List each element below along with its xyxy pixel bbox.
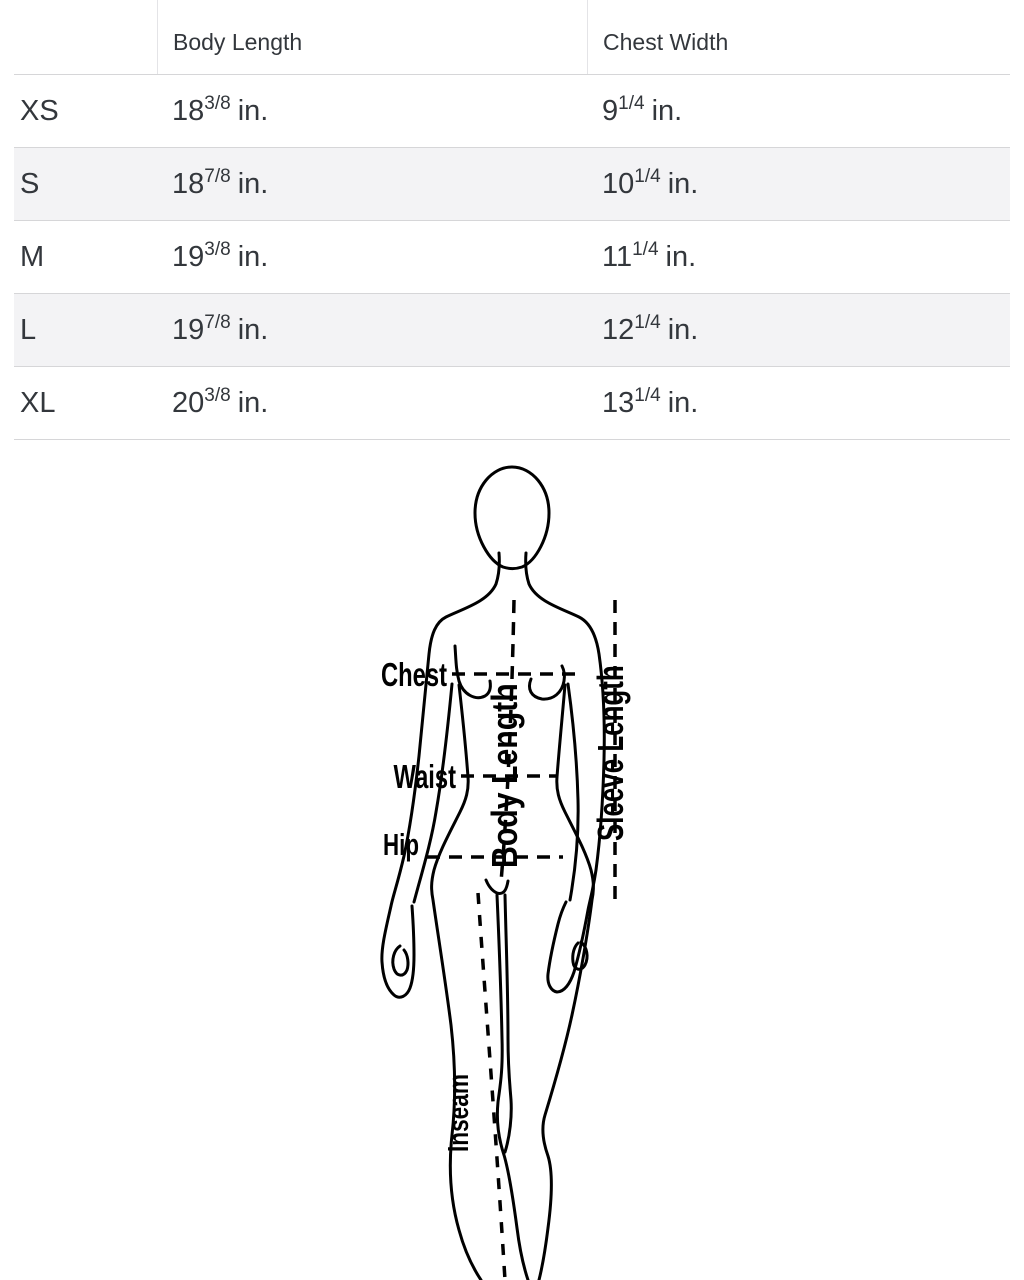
value-whole: 9 [602, 94, 619, 127]
chest-width-value [587, 384, 1010, 420]
value-fraction: 7/8 [204, 165, 231, 187]
body-length-value [157, 311, 587, 347]
crotch-curve [486, 880, 508, 893]
value-whole: 12 [602, 313, 635, 346]
chest-width-value [587, 165, 1010, 201]
value-whole: 18 [172, 94, 205, 127]
body-length-value [157, 238, 587, 274]
value-unit: in. [665, 240, 697, 273]
size-label: XS [20, 94, 59, 127]
figure-outline [382, 467, 604, 1280]
right-arm-inner-line [568, 684, 578, 900]
header-size-cell [14, 32, 157, 42]
value-whole: 18 [172, 167, 205, 200]
header-chest-width: Chest Width [587, 0, 1010, 74]
table-row-l [14, 294, 1010, 367]
value-whole: 11 [602, 240, 633, 273]
chest-width-value [587, 311, 1010, 347]
value-unit: in. [237, 386, 269, 419]
measurement-diagram [0, 440, 1024, 1280]
value-unit: in. [237, 167, 269, 200]
value-unit: in. [237, 313, 269, 346]
value-unit: in. [667, 313, 699, 346]
right-leg-inner-line [505, 895, 511, 1152]
table-row-s [14, 148, 1010, 221]
value-whole: 10 [602, 167, 635, 200]
value-unit: in. [651, 94, 683, 127]
body-length-value [157, 384, 587, 420]
value-unit: in. [237, 94, 269, 127]
body-length-value [157, 92, 587, 128]
value-whole: 13 [602, 386, 635, 419]
left-hand-curl [393, 946, 408, 975]
size-label: L [20, 313, 37, 346]
value-fraction: 1/4 [634, 384, 661, 406]
body-length-label: Body Length [485, 683, 526, 868]
body-length-value [157, 165, 587, 201]
value-unit: in. [667, 167, 699, 200]
size-label: S [20, 167, 40, 200]
value-fraction: 3/8 [204, 92, 231, 114]
body-figure-illustration [0, 440, 1024, 1280]
value-fraction: 1/4 [634, 165, 661, 187]
value-whole: 19 [172, 313, 205, 346]
waist-label: Waist [393, 759, 456, 797]
chest-width-value [587, 92, 1010, 128]
header-body-length: Body Length [157, 0, 587, 74]
sleeve-length-label: Sleeve Length [590, 665, 632, 841]
size-label: M [20, 240, 45, 273]
inseam-label: Inseam [441, 1074, 475, 1152]
value-whole: 20 [172, 386, 205, 419]
size-chart-header-row [14, 0, 1010, 75]
size-chart-table [14, 0, 1010, 440]
table-row-xs [14, 75, 1010, 148]
value-unit: in. [237, 240, 269, 273]
value-fraction: 1/4 [632, 238, 659, 260]
chest-width-value [587, 238, 1010, 274]
head-outline [475, 467, 549, 569]
value-fraction: 1/4 [618, 92, 645, 114]
chest-label: Chest [380, 657, 447, 695]
value-unit: in. [667, 386, 699, 419]
value-whole: 19 [172, 240, 205, 273]
value-fraction: 3/8 [204, 384, 231, 406]
table-row-xl [14, 367, 1010, 440]
value-fraction: 3/8 [204, 238, 231, 260]
value-fraction: 1/4 [634, 311, 661, 333]
value-fraction: 7/8 [204, 311, 231, 333]
table-row-m [14, 221, 1010, 294]
right-bust-curve [529, 666, 564, 699]
size-label: XL [20, 386, 56, 419]
hip-label: Hip [383, 827, 419, 862]
